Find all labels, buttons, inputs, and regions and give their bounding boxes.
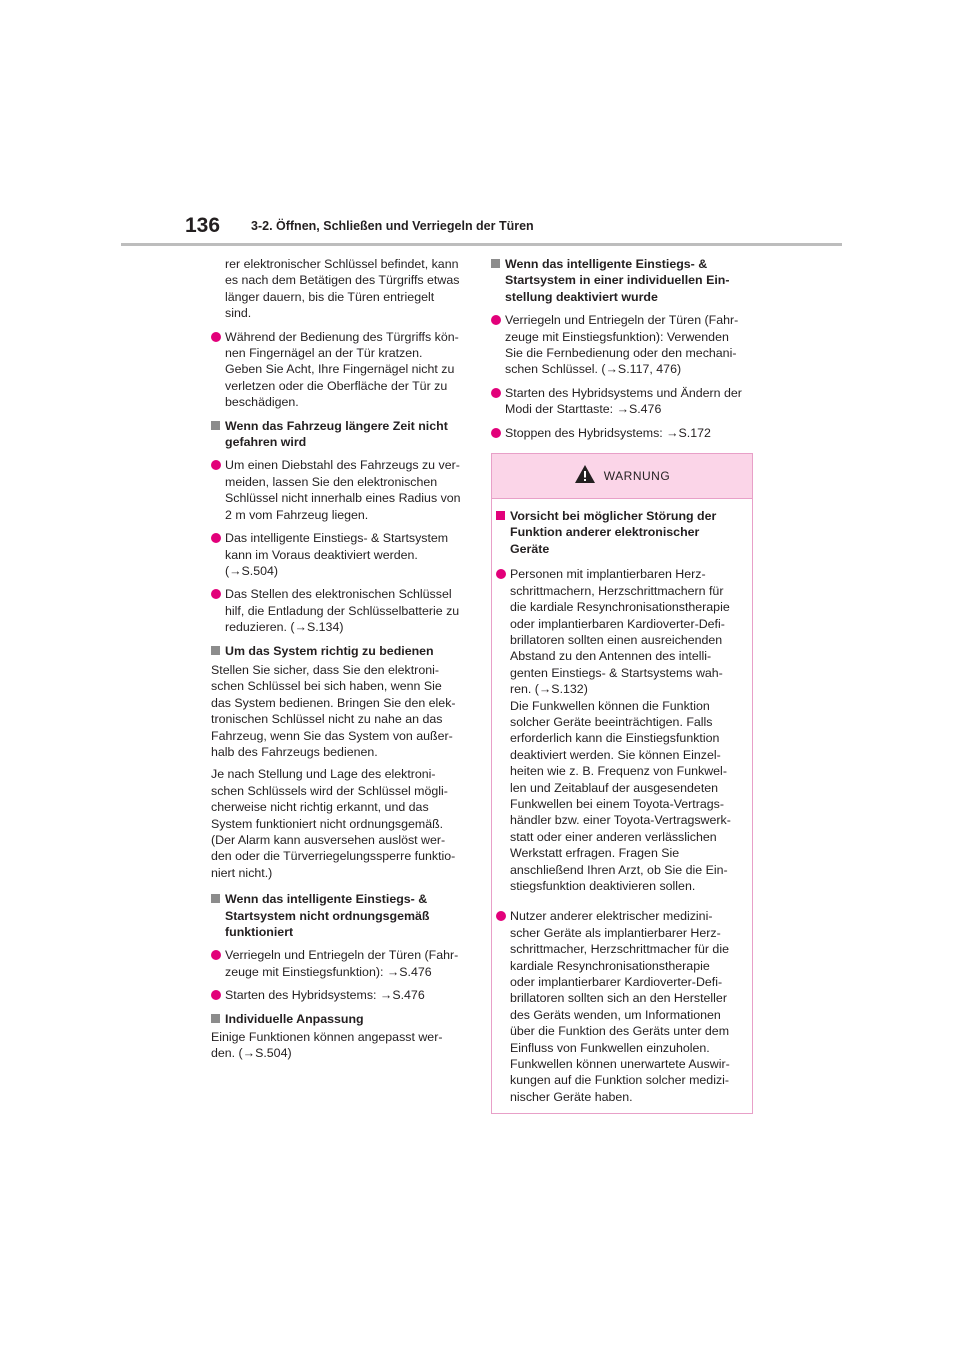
square-marker-icon [211, 646, 220, 655]
subheading [211, 1011, 473, 1027]
square-marker-icon [491, 259, 500, 268]
subheading [211, 643, 473, 659]
list-item [211, 586, 473, 635]
bullet-text: Verriegeln und Entriegeln der Türen (Fahr- zeuge mit Einstiegsfunktion): →S.476 [225, 948, 459, 979]
bullet-icon [211, 332, 221, 342]
paragraph: Je nach Stellung und Lage des elektroni- schen Schlüssels wird der Schlüssel mögli- cherweise nicht richtig erkannt, und das System funktioniert nicht ordnungsgemäß. (Der Alarm kann ausversehen auslöst wer- den oder die Türverriegelungssperre funktio- niert nicht.) [211, 767, 456, 880]
intro-continuation: rer elektronischer Schlüssel befindet, kann es nach dem Betätigen des Türgriffs etwas länger dauern, bis die Türen entriegelt sind. [225, 257, 460, 321]
subheading-text: Wenn das intelligente Einstiegs- & Startsystem in einer individuellen Ein- stellung deaktiviert wurde [505, 257, 730, 304]
subheading-text: Individuelle Anpassung [225, 1011, 364, 1026]
bullet-icon [211, 460, 221, 470]
list-item [211, 329, 473, 411]
square-marker-icon [211, 894, 220, 903]
bullet-icon [211, 990, 221, 1000]
bullet-text: Das intelligente Einstiegs- & Startsystem kann im Voraus deaktiviert werden. (→S.504) [225, 531, 449, 578]
subheading [496, 508, 742, 557]
bullet-icon [496, 911, 506, 921]
list-item [491, 312, 753, 378]
square-marker-icon [496, 511, 505, 520]
section-title: 3-2. Öffnen, Schließen und Verriegeln der Türen [251, 219, 534, 233]
list-item [211, 947, 473, 980]
list-item [491, 425, 753, 441]
subheading [491, 256, 753, 305]
bullet-icon [491, 315, 501, 325]
subheading-text: Vorsicht bei möglicher Störung der Funktion anderer elektronischer Geräte [510, 509, 717, 556]
subheading-text: Wenn das intelligente Einstiegs- & Startsystem nicht ordnungsgemäß funktioniert [225, 892, 430, 940]
right-column [491, 256, 753, 1114]
paragraph: Stellen Sie sicher, dass Sie den elektroni- schen Schlüssel bei sich haben, wenn Sie das System bedienen. Bringen Sie den elek- tronischen Schlüssel nicht zu nahe an das Fahrzeug, wenn Sie das System von außer- halb des Fahrzeugs bedienen. [211, 662, 456, 759]
bullet-text: Stoppen des Hybridsystems: →S.172 [505, 425, 711, 440]
warning-body [492, 499, 752, 1113]
warning-box [491, 453, 753, 1114]
list-item [496, 908, 742, 1105]
bullet-icon [211, 589, 221, 599]
bullet-icon [491, 428, 501, 438]
square-marker-icon [211, 1014, 220, 1023]
square-marker-icon [211, 421, 220, 430]
list-item [211, 530, 473, 579]
bullet-icon [211, 950, 221, 960]
bullet-icon [491, 388, 501, 398]
bullet-icon [211, 533, 221, 543]
bullet-icon [496, 569, 506, 579]
bullet-text: Das Stellen des elektronischen Schlüssel hilf, die Entladung der Schlüsselbatterie zu reduzieren. (→S.134) [225, 587, 460, 635]
bullet-text: Um einen Diebstahl des Fahrzeugs zu ver- meiden, lassen Sie den elektronischen Schlüssel nicht innerhalb eines Radius von 2 m vom Fahrzeug liegen. [225, 458, 461, 522]
warning-icon [574, 464, 596, 488]
warning-header [492, 454, 752, 499]
bullet-text: Nutzer anderer elektrischer medizini- scher Geräte als implantierbarer Herz- schrittmacher, Herzschrittmacher für die kardiale Resynchronisationstherapie oder implantierbarer Kardioverter-Defi- brillatoren sollten sich an den Hersteller des Geräts wenden, um Informationen über die Funktion des Geräts unter dem Einfluss von Funkwellen einzuholen. Funkwellen können unerwartete Auswir- kungen auf die Funktion solcher medizi- nischer Geräte haben. [510, 909, 730, 1104]
left-column [211, 256, 473, 1068]
paragraph: Einige Funktionen können angepasst wer- den. (→S.504) [211, 1030, 443, 1061]
list-item [491, 385, 753, 418]
subheading [211, 891, 473, 940]
bullet-text: Starten des Hybridsystems: →S.476 [225, 988, 425, 1003]
subheading-text: Um das System richtig zu bedienen [225, 643, 434, 658]
bullet-text: Starten des Hybridsystems und Ändern der Modi der Starttaste: →S.476 [505, 385, 742, 417]
list-item [211, 457, 473, 523]
bullet-text: Personen mit implantierbaren Herz- schrittmachern, Herzschrittmachern für die kardiale Resynchronisationstherapie oder implantierbaren Kardioverter-Defi- brillatoren sollten einen ausreichenden Abstand zu den Antennen des intelli- genten Einstiegs- & Startsystems wah- ren. (→S.132) Die Funkwellen können die Funktion solcher Geräte beeinträchtigen. Falls erforderlich kann die Einstiegsfunktion deaktiviert werden. Sie können Einzel- heiten wie z. B. Frequenz von Funkwel- len und Zeitablauf der ausgesendeten Funkwellen bei einem Toyota-Vertrags- händler bzw. einer Toyota-Vertragswerk- statt oder einer anderen verlässlichen Werkstatt erfragen. Fragen Sie anschließend Ihren Arzt, ob Sie die Ein- stiegsfunktion deaktivieren sollen. [510, 567, 731, 893]
list-item [211, 987, 473, 1003]
list-item [496, 566, 742, 894]
bullet-text: Verriegeln und Entriegeln der Türen (Fahr- zeuge mit Einstiegsfunktion): Verwenden Sie die Fernbedienung oder den mechani- schen Schlüssel. (→S.117, 476) [505, 313, 739, 377]
warning-title: WARNUNG [603, 468, 671, 483]
subheading-text: Wenn das Fahrzeug längere Zeit nicht gefahren wird [225, 418, 448, 450]
page-number: 136 [185, 214, 221, 237]
subheading [211, 418, 473, 451]
bullet-text: Während der Bedienung des Türgriffs kön- nen Fingernägel an der Tür kratzen. Geben Sie Acht, Ihre Fingernägel nicht zu verletzen oder die Oberfläche der Tür zu beschädigen. [225, 329, 459, 410]
header-divider [121, 243, 842, 246]
